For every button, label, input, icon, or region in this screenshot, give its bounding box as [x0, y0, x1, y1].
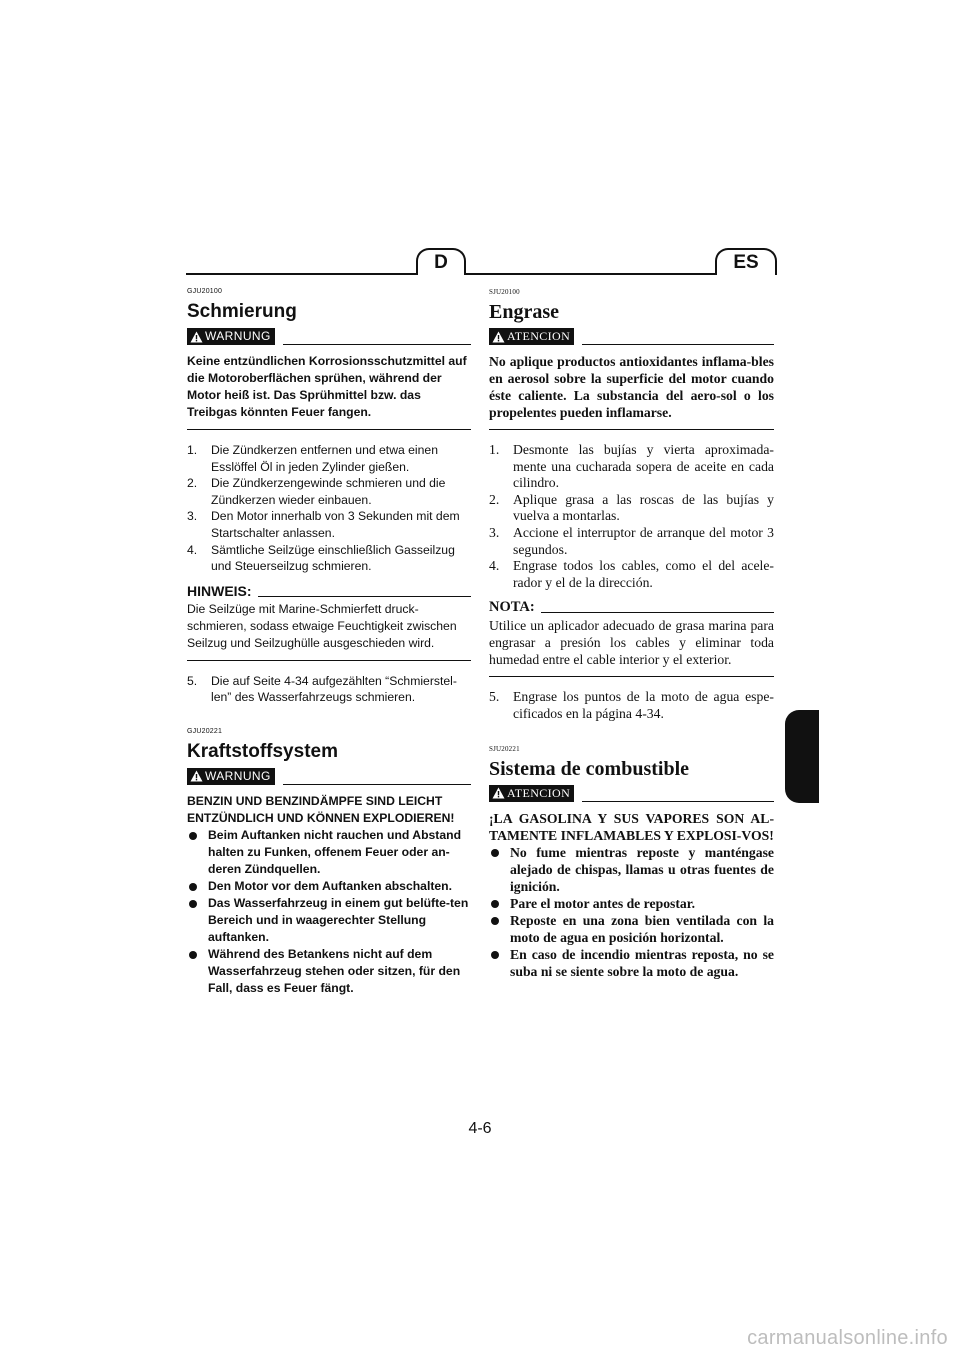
bullet-text: No fume mientras reposte y manténgase alejado de chispas, llamas u otras fuentes de ignición.	[510, 844, 774, 894]
spanish-column	[489, 288, 774, 980]
list-item	[187, 442, 471, 475]
list-item	[187, 475, 471, 508]
step-number: 2.	[187, 476, 198, 491]
warning-label: ATENCION	[507, 329, 571, 343]
warning-badge	[489, 328, 574, 345]
list-item	[489, 912, 774, 946]
list-item	[187, 878, 471, 895]
step-number: 3.	[489, 524, 500, 540]
note-rule	[541, 612, 774, 613]
section-title: Schmierung	[187, 301, 297, 322]
bullet-icon	[491, 951, 499, 959]
list-item	[489, 525, 774, 558]
bullet-text: Reposte en una zona bien ventilada con la moto de agua en posición horizontal.	[510, 912, 774, 945]
step-number: 5.	[187, 673, 198, 688]
step-number: 3.	[187, 509, 198, 524]
warning-text: Keine entzündlichen Korrosionsschutzmittel auf die Motoroberflächen sprühen, während der Motor heiß ist. Das Sprühmittel bzw. das Treibgas könnten Feuer fangen.	[187, 354, 467, 419]
list-item	[187, 542, 471, 575]
step-number: 5.	[489, 689, 500, 705]
bullet-icon	[491, 849, 499, 857]
bullet-icon	[189, 883, 197, 891]
steps-list-continued	[489, 689, 774, 722]
section-code: GJU20221	[187, 727, 223, 735]
steps-list-continued	[187, 673, 471, 706]
warning-text: No aplique productos antioxidantes inflama-bles en aerosol sobre la superficie del motor cuando éste caliente. La substancia del aero-sol o los propelentes pueden inflamarse.	[489, 354, 774, 420]
list-item	[489, 442, 774, 492]
bullet-icon	[189, 900, 197, 908]
warning-header	[489, 328, 774, 345]
bullet-icon	[491, 900, 499, 908]
language-tab-spanish: ES	[715, 248, 777, 275]
warning-bullets	[187, 827, 471, 997]
bullet-icon	[189, 951, 197, 959]
step-text: Engrase todos los cables, como el del acele-rador y el de la dirección.	[513, 558, 774, 590]
note-rule	[258, 596, 471, 597]
warning-triangle-icon	[190, 770, 203, 782]
bullet-text: Das Wasserfahrzeug in einem gut belüfte-ten Bereich und in waagerechter Stellung auftanken.	[208, 895, 469, 944]
warning-rule	[582, 801, 774, 802]
list-item	[489, 492, 774, 525]
chapter-thumb-tab	[785, 710, 819, 803]
step-text: Accione el interruptor de arranque del motor 3 segundos.	[513, 524, 774, 557]
warning-badge	[489, 785, 574, 802]
section-code: GJU20100	[187, 288, 223, 295]
warning-header	[187, 328, 471, 345]
step-number: 1.	[187, 443, 198, 457]
list-item	[489, 895, 774, 912]
bullet-text: Den Motor vor dem Auftanken abschalten.	[208, 878, 453, 893]
list-item	[489, 558, 774, 591]
language-tab-german: D	[416, 248, 466, 275]
step-number: 1.	[489, 442, 500, 457]
watermark: carmanualsonline.info	[747, 1327, 948, 1349]
warning-heading-text: ¡LA GASOLINA Y SUS VAPORES SON AL-TAMENTE INFLAMABLES Y EXPLOSI-VOS!	[489, 810, 774, 843]
note-text: Die Seilzüge mit Marine-Schmierfett druck-schmieren, sodass etwaige Feuchtigkeit zwischen Seilzug und Seilzughülle ausgeschieden wird.	[187, 601, 457, 650]
list-item	[489, 946, 774, 980]
list-item	[187, 673, 471, 706]
step-text: Die Zündkerzengewinde schmieren und die Zündkerzen wieder einbauen.	[211, 476, 446, 507]
step-number: 4.	[187, 542, 198, 557]
section-code: SJU20100	[489, 288, 520, 296]
note-end-rule	[187, 660, 471, 661]
note-header	[187, 583, 471, 599]
step-text: Sämtliche Seilzüge einschließlich Gasseilzug und Steuerseilzug schmieren.	[211, 542, 455, 574]
warning-badge	[187, 328, 275, 345]
list-item	[187, 827, 471, 878]
bullet-text: Beim Auftanken nicht rauchen und Abstand halten zu Funken, offenem Feuer oder an-deren Zündquellen.	[208, 827, 462, 876]
bullet-text: En caso de incendio mientras reposta, no se suba ni se siente sobre la moto de agua.	[510, 946, 774, 979]
warning-end-rule	[187, 429, 471, 430]
list-item	[187, 508, 471, 541]
note-text: Utilice un aplicador adecuado de grasa marina para engrasar a presión los cables y eliminar toda humedad entre el cable interior y el exterior.	[489, 618, 774, 668]
steps-list	[187, 442, 471, 575]
warning-badge	[187, 768, 275, 785]
section-title: Engrase	[489, 301, 559, 323]
warning-rule	[582, 344, 774, 345]
step-text: Engrase los puntos de la moto de agua espe-cificados en la página 4-34.	[513, 689, 774, 721]
bullet-text: Pare el motor antes de repostar.	[510, 895, 695, 911]
note-label: NOTA:	[489, 599, 535, 616]
step-text: Aplique grasa a las roscas de las bujías y vuelva a montarlas.	[513, 491, 774, 524]
warning-rule	[283, 344, 471, 345]
step-number: 4.	[489, 558, 500, 574]
warning-header	[489, 785, 774, 802]
warning-label: ATENCION	[507, 785, 571, 800]
warning-triangle-icon	[492, 787, 505, 799]
list-item	[187, 895, 471, 946]
bullet-icon	[189, 832, 197, 840]
note-label: HINWEIS:	[187, 582, 252, 599]
steps-list	[489, 442, 774, 591]
german-column	[187, 288, 471, 997]
warning-end-rule	[489, 429, 774, 430]
section-title: Kraftstoffsystem	[187, 740, 338, 762]
warning-header	[187, 768, 471, 785]
warning-triangle-icon	[492, 331, 505, 343]
header-rule	[186, 273, 774, 275]
section-title: Sistema de combustible	[489, 757, 689, 780]
warning-label: WARNUNG	[205, 768, 271, 783]
page-number: 4-6	[468, 1120, 492, 1137]
warning-rule	[283, 784, 471, 785]
warning-label: WARNUNG	[205, 329, 271, 343]
list-item	[187, 946, 471, 997]
bullet-icon	[491, 917, 499, 925]
step-text: Den Motor innerhalb von 3 Sekunden mit dem Startschalter anlassen.	[211, 509, 460, 540]
step-number: 2.	[489, 491, 500, 507]
list-item	[489, 844, 774, 895]
warning-triangle-icon	[190, 331, 203, 343]
note-header	[489, 599, 774, 615]
step-text: Die auf Seite 4-34 aufgezählten “Schmierstel-len” des Wasserfahrzeugs schmieren.	[211, 673, 457, 705]
bullet-text: Während des Betankens nicht auf dem Wasserfahrzeug stehen oder sitzen, für den Fall, dass es Feuer fängt.	[208, 946, 461, 995]
warning-heading-text: BENZIN UND BENZINDÄMPFE SIND LEICHT ENTZÜNDLICH UND KÖNNEN EXPLODIEREN!	[187, 793, 455, 825]
step-text: Desmonte las bujías y vierta aproximada-mente una cucharada sopera de aceite en cada cilindro.	[513, 442, 774, 491]
warning-bullets	[489, 844, 774, 980]
step-text: Die Zündkerzen entfernen und etwa einen Esslöffel Öl in jeden Zylinder gießen.	[211, 443, 438, 474]
section-code: SJU20221	[489, 744, 520, 753]
note-end-rule	[489, 676, 774, 677]
list-item	[489, 689, 774, 722]
